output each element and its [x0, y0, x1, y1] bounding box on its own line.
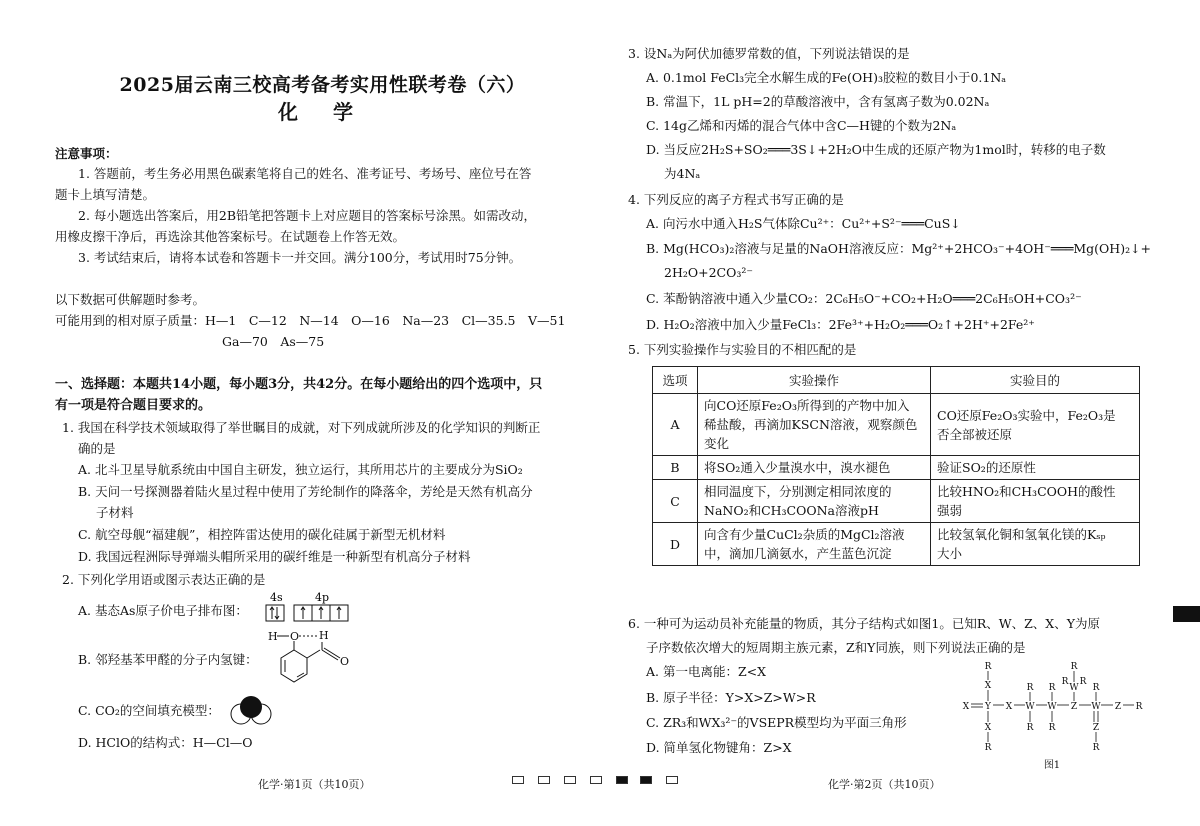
svg-text:Y: Y — [985, 702, 991, 712]
table-header: 实验目的 — [931, 367, 1140, 394]
table-cell-aim: 验证SO₂的还原性 — [931, 456, 1140, 480]
svg-text:W: W — [1069, 683, 1079, 693]
svg-text:R: R — [984, 743, 992, 753]
q2-option-a: A. 基态As原子价电子排布图： — [78, 603, 248, 618]
svg-text:R: R — [1026, 723, 1034, 733]
table-cell-option: D — [653, 523, 698, 566]
table-cell-aim: CO还原Fe₂O₃实验中，Fe₂O₃是 否全部被还原 — [931, 394, 1140, 456]
q4-option-c: C. 苯酚钠溶液中通入少量CO₂：2C₆H₅O⁻+CO₂+H₂O═══2C₆H₅OH+CO₃²⁻ — [646, 291, 1082, 306]
q3-option-c: C. 14g乙烯和丙烯的混合气体中含C—H键的个数为2Nₐ — [646, 118, 957, 133]
svg-text:O: O — [290, 630, 300, 643]
q3-option-d: D. 当反应2H₂S+SO₂═══3S↓+2H₂O中生成的还原产物为1mol时，转移的电子数 — [646, 142, 1106, 157]
page-indicator — [538, 776, 550, 784]
svg-text:Z: Z — [1070, 702, 1078, 712]
notes-line: 3. 考试结束后，请将本试卷和答题卡一并交回。满分100分，考试用时75分钟。 — [78, 250, 522, 265]
svg-text:H: H — [268, 630, 278, 643]
svg-text:Z: Z — [1114, 702, 1122, 712]
table-header-row — [653, 367, 1140, 394]
section-heading: 一、选择题：本题共14小题，每小题3分，共42分。在每小题给出的四个选项中，只 — [55, 377, 543, 392]
q6-option-c: C. ZR₃和WX₃²⁻的VSEPR模型均为平面三角形 — [646, 715, 907, 730]
table-row — [653, 394, 1140, 456]
salicylaldehyde-structure — [262, 628, 362, 694]
svg-text:X: X — [984, 681, 992, 691]
q3-option-b: B. 常温下，1L pH=2的草酸溶液中，含有氢离子数为0.02Nₐ — [646, 94, 990, 109]
exam-title: 2025届云南三校高考备考实用性联考卷（六） — [119, 74, 526, 96]
svg-text:R: R — [1048, 683, 1056, 693]
table-cell-aim: 比较HNO₂和CH₃COOH的酸性 强弱 — [931, 480, 1140, 523]
q4-option-a: A. 向污水中通入H₂S气体除Cu²⁺：Cu²⁺+S²⁻═══CuS↓ — [646, 216, 961, 231]
svg-text:W: W — [1091, 702, 1101, 712]
page-indicator — [666, 776, 678, 784]
footer-page-right: 化学·第2页（共10页） — [828, 778, 941, 791]
table-cell-operation: 向CO还原Fe₂O₃所得到的产物中加入 稀盐酸，再滴加KSCN溶液，观察颜色 变化 — [698, 394, 931, 456]
q3-option-d-cont: 为4Nₐ — [664, 166, 701, 181]
q3-stem: 3. 设Nₐ为阿伏加德罗常数的值，下列说法错误的是 — [628, 46, 910, 61]
svg-text:Z: Z — [1092, 723, 1100, 733]
notes-heading: 注意事项： — [55, 146, 118, 161]
svg-text:X: X — [1005, 702, 1013, 712]
page-indicator-active — [640, 776, 652, 784]
atomic-masses: 可能用到的相对原子质量：H—1 C—12 N—14 O—16 Na—23 Cl—35.5 V—51 — [55, 313, 566, 328]
svg-text:O: O — [340, 655, 350, 668]
q6-stem: 6. 一种可为运动员补充能量的物质，其分子结构式如图1。已知R、W、Z、X、Y为原 — [628, 616, 1100, 631]
q1-option-a: A. 北斗卫星导航系统由中国自主研发，独立运行，其所用芯片的主要成分为SiO₂ — [78, 462, 523, 477]
table-cell-operation: 向含有少量CuCl₂杂质的MgCl₂溶液 中，滴加几滴氨水，产生蓝色沉淀 — [698, 523, 931, 566]
q5-stem: 5. 下列实验操作与实验目的不相匹配的是 — [628, 342, 857, 357]
table-header: 选项 — [653, 367, 698, 394]
svg-text:R: R — [1048, 723, 1056, 733]
page-indicator — [590, 776, 602, 784]
table-row — [653, 456, 1140, 480]
table-cell-option: C — [653, 480, 698, 523]
figure-label: 图1 — [1043, 760, 1061, 771]
q4-option-d: D. H₂O₂溶液中加入少量FeCl₃：2Fe³⁺+H₂O₂═══O₂↑+2H⁺+2Fe²⁺ — [646, 317, 1035, 332]
orbital-diagram — [262, 590, 362, 624]
q2-option-c: C. CO₂的空间填充模型： — [78, 703, 220, 718]
q1-option-b: B. 天问一号探测器着陆火星过程中使用了芳纶制作的降落伞，芳纶是天然有机高分 — [78, 484, 533, 499]
molecule-structure-figure — [958, 660, 1144, 772]
svg-text:W: W — [1047, 702, 1057, 712]
table-header: 实验操作 — [698, 367, 931, 394]
q1-option-c: C. 航空母舰“福建舰”，相控阵雷达使用的碳化硅属于新型无机材料 — [78, 527, 446, 542]
notes-line: 题卡上填写清楚。 — [55, 187, 156, 202]
svg-text:R: R — [1135, 702, 1143, 712]
q1-stem-cont: 确的是 — [78, 441, 116, 456]
q2-option-d: D. HClO的结构式：H—Cl—O — [78, 735, 253, 750]
svg-text:R: R — [1092, 743, 1100, 753]
q2-option-b: B. 邻羟基苯甲醛的分子内氢键： — [78, 652, 258, 667]
table-row — [653, 480, 1140, 523]
svg-text:R: R — [1070, 662, 1078, 672]
table-cell-operation: 将SO₂通入少量溴水中，溴水褪色 — [698, 456, 931, 480]
q5-experiment-table — [652, 366, 1140, 566]
section-heading-cont: 有一项是符合题目要求的。 — [55, 398, 212, 413]
svg-text:R: R — [1026, 683, 1034, 693]
footer-page-left: 化学·第1页（共10页） — [258, 778, 371, 791]
q1-stem: 1. 我国在科学技术领域取得了举世瞩目的成就，对下列成就所涉及的化学知识的判断正 — [62, 420, 541, 435]
page-indicator — [564, 776, 576, 784]
notes-line: 用橡皮擦干净后，再选涂其他答案标号。在试题卷上作答无效。 — [55, 229, 406, 244]
svg-text:X: X — [962, 702, 970, 712]
svg-text:R: R — [984, 662, 992, 672]
orbital-4p-label: 4p — [315, 591, 330, 604]
data-hint: 以下数据可供解题时参考。 — [55, 292, 206, 307]
q6-option-a: A. 第一电离能：Z<X — [646, 664, 767, 679]
orbital-4s-label: 4s — [270, 591, 283, 604]
q4-stem: 4. 下列反应的离子方程式书写正确的是 — [628, 192, 844, 207]
table-cell-option: B — [653, 456, 698, 480]
table-row — [653, 523, 1140, 566]
svg-text:R: R — [1079, 677, 1087, 687]
q1-option-d: D. 我国远程洲际导弹端头帽所采用的碳纤维是一种新型有机高分子材料 — [78, 549, 471, 564]
subject-title: 化 学 — [278, 100, 367, 124]
page-indicator — [512, 776, 524, 784]
page-indicator-active — [616, 776, 628, 784]
co2-space-filling-model — [228, 692, 274, 728]
table-cell-operation: 相同温度下，分别测定相同浓度的 NaNO₂和CH₃COONa溶液pH — [698, 480, 931, 523]
atomic-masses-cont: Ga—70 As—75 — [222, 334, 325, 349]
table-cell-option: A — [653, 394, 698, 456]
q6-stem-cont: 子序数依次增大的短周期主族元素，Z和Y同族，则下列说法正确的是 — [646, 640, 1026, 655]
q1-option-b-cont: 子材料 — [96, 505, 134, 520]
svg-text:H: H — [319, 629, 329, 642]
side-tab-marker — [1173, 606, 1200, 622]
svg-text:W: W — [1025, 702, 1035, 712]
svg-text:R: R — [1061, 677, 1069, 687]
notes-line: 2. 每小题选出答案后，用2B铅笔把答题卡上对应题目的答案标号涂黑。如需改动， — [78, 208, 537, 223]
table-cell-aim: 比较氢氧化铜和氢氧化镁的Kₛₚ 大小 — [931, 523, 1140, 566]
q6-option-b: B. 原子半径：Y>X>Z>W>R — [646, 690, 816, 705]
q2-stem: 2. 下列化学用语或图示表达正确的是 — [62, 572, 266, 587]
q4-option-b: B. Mg(HCO₃)₂溶液与足量的NaOH溶液反应：Mg²⁺+2HCO₃⁻+4OH⁻═══Mg(OH)₂↓+ — [646, 241, 1152, 256]
svg-text:X: X — [984, 723, 992, 733]
q4-option-b-cont: 2H₂O+2CO₃²⁻ — [664, 265, 753, 280]
q3-option-a: A. 0.1mol FeCl₃完全水解生成的Fe(OH)₃胶粒的数目小于0.1Nₐ — [646, 70, 1007, 85]
q6-option-d: D. 简单氢化物键角：Z>X — [646, 740, 792, 755]
svg-text:R: R — [1092, 683, 1100, 693]
notes-line: 1. 答题前，考生务必用黑色碳素笔将自己的姓名、准考证号、考场号、座位号在答 — [78, 166, 532, 181]
